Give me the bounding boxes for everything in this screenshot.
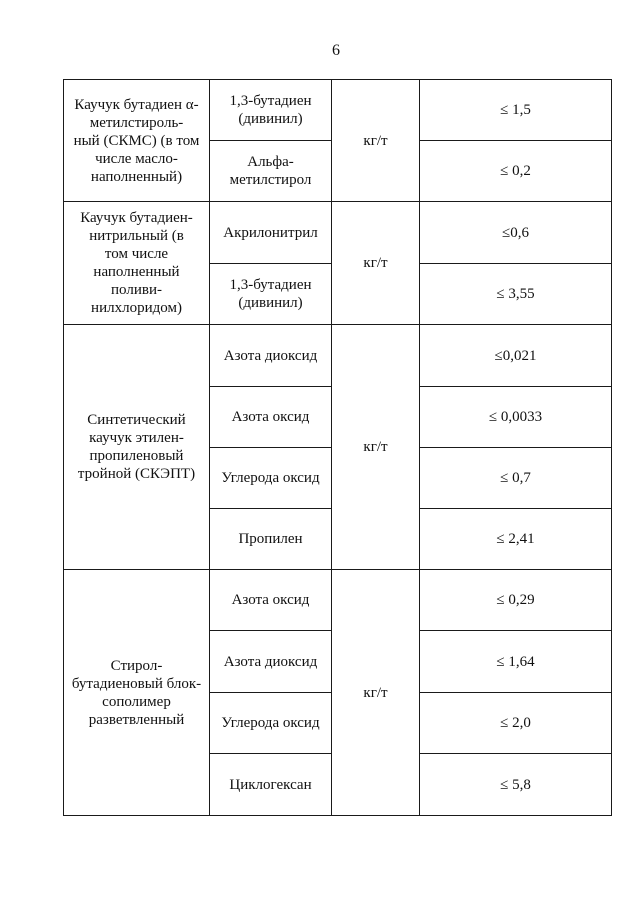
substance-cell: Альфа- метилстирол [210, 141, 332, 202]
substance-cell: Азота диоксид [210, 325, 332, 387]
substance-cell: Акрилонитрил [210, 202, 332, 264]
product-cell: Синтетический каучук этилен- пропиленовый тройной (СКЭПТ) [64, 325, 210, 570]
limit-cell: ≤ 3,55 [420, 264, 612, 325]
emission-norms-table [63, 79, 612, 816]
limit-cell: ≤ 0,7 [420, 448, 612, 509]
substance-cell: Углерода оксид [210, 448, 332, 509]
limit-cell: ≤0,021 [420, 325, 612, 387]
limit-cell: ≤ 0,29 [420, 570, 612, 631]
substance-cell: 1,3-бутадиен (дивинил) [210, 264, 332, 325]
unit-cell: кг/т [332, 202, 420, 325]
unit-cell: кг/т [332, 570, 420, 816]
table-row [64, 570, 612, 631]
substance-cell: Углерода оксид [210, 693, 332, 754]
limit-cell: ≤ 2,41 [420, 509, 612, 570]
limit-cell: ≤ 1,5 [420, 80, 612, 141]
page-number: 6 [332, 42, 340, 59]
table-row [64, 202, 612, 264]
substance-cell: Азота оксид [210, 570, 332, 631]
limit-cell: ≤ 1,64 [420, 631, 612, 693]
product-cell: Стирол- бутадиеновый блок- сополимер разветвленный [64, 570, 210, 816]
substance-cell: 1,3-бутадиен (дивинил) [210, 80, 332, 141]
limit-cell: ≤ 2,0 [420, 693, 612, 754]
unit-cell: кг/т [332, 325, 420, 570]
table-row [64, 80, 612, 141]
product-cell: Каучук бутадиен- нитрильный (в том числе наполненный поливи- нилхлоридом) [64, 202, 210, 325]
substance-cell: Азота оксид [210, 387, 332, 448]
limit-cell: ≤ 5,8 [420, 754, 612, 816]
substance-cell: Азота диоксид [210, 631, 332, 693]
limit-cell: ≤ 0,0033 [420, 387, 612, 448]
product-cell: Каучук бутадиен α- метилстироль- ный (СКМС) (в том числе масло- наполненный) [64, 80, 210, 202]
substance-cell: Циклогексан [210, 754, 332, 816]
limit-cell: ≤ 0,2 [420, 141, 612, 202]
table-row [64, 325, 612, 387]
substance-cell: Пропилен [210, 509, 332, 570]
unit-cell: кг/т [332, 80, 420, 202]
limit-cell: ≤0,6 [420, 202, 612, 264]
